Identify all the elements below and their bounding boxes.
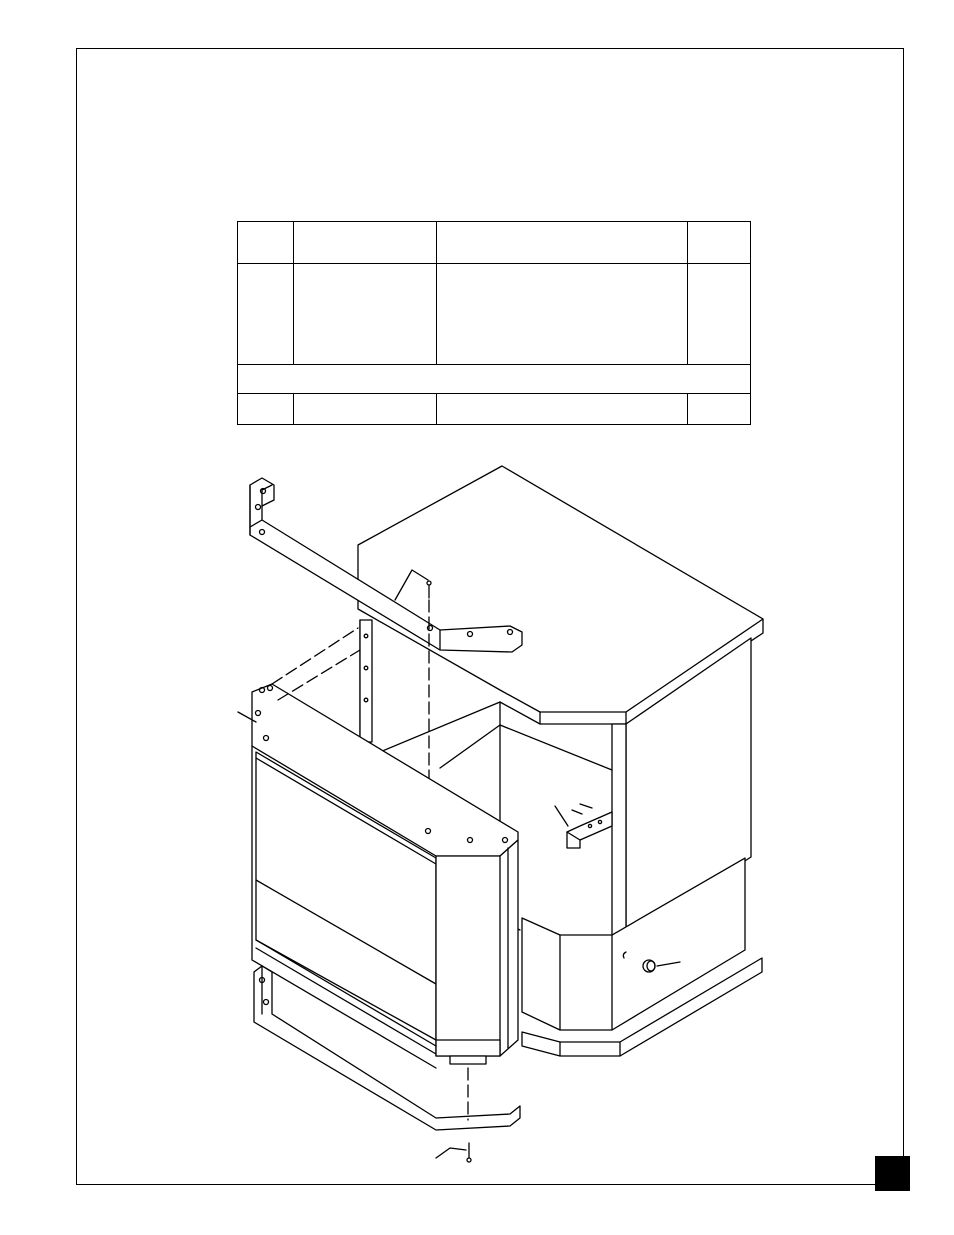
side-bracket: [555, 804, 612, 848]
page-number-box: [875, 1156, 910, 1191]
side-mounting-strip: [360, 620, 372, 742]
front-trim-frame: [252, 684, 518, 1068]
alignment-lines: [272, 628, 360, 700]
screw-bottom: [436, 1056, 486, 1162]
